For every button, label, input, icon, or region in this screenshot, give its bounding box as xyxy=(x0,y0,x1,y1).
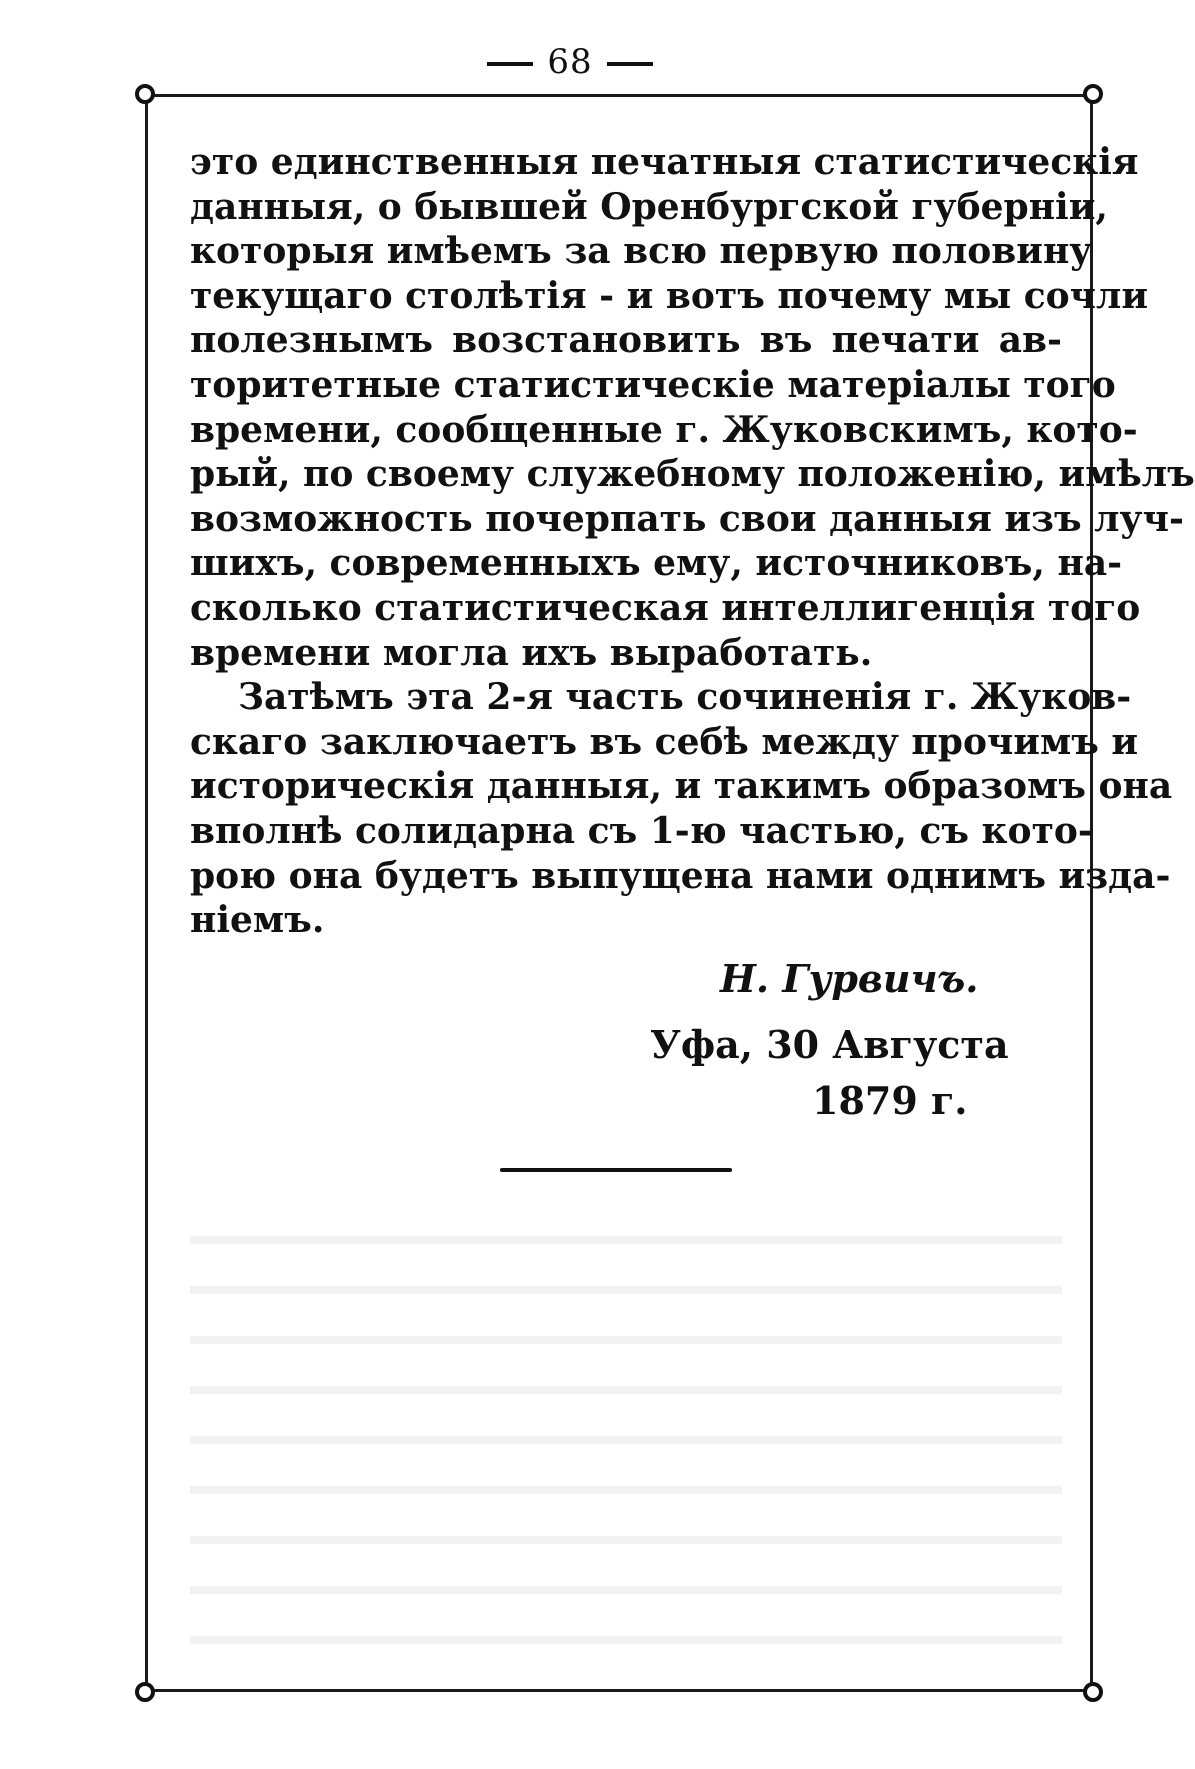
show-through-texture xyxy=(190,1210,1062,1650)
text-line: полезнымъ возстановить въ печати ав- xyxy=(190,319,1062,362)
frame-corner-ornament xyxy=(135,84,155,104)
text-line: скаго заключаетъ въ себѣ между прочимъ и xyxy=(190,720,1139,763)
author-signature: Н. Гурвичъ. xyxy=(720,956,979,1001)
frame-corner-ornament xyxy=(135,1682,155,1702)
text-line: вполнѣ солидарна съ 1-ю частью, съ кото- xyxy=(190,809,1093,852)
text-line: ніемъ. xyxy=(190,899,325,942)
text-line: шихъ, современныхъ ему, источниковъ, на- xyxy=(190,542,1123,585)
frame-corner-ornament xyxy=(1083,1682,1103,1702)
text-line: рый, по своему служебному положенію, имѣлъ xyxy=(190,453,1195,496)
text-line: возможность почерпать свои данныя изъ луч- xyxy=(190,497,1184,540)
frame-corner-ornament xyxy=(1083,84,1103,104)
text-line: сколько статистическая интеллигенція того xyxy=(190,586,1141,629)
body-text xyxy=(190,140,1195,943)
text-line: текущаго столѣтія - и вотъ почему мы сочли xyxy=(190,274,1149,317)
text-line: Затѣмъ эта 2-я часть сочиненія г. Жуков- xyxy=(238,676,1132,719)
text-line: историческія данныя, и такимъ образомъ она xyxy=(190,765,1173,808)
text-line: это единственныя печатныя статистическія xyxy=(190,141,1139,183)
text-line: рою она будетъ выпущена нами однимъ изда- xyxy=(190,854,1171,897)
text-line: данныя, о бывшей Оренбургской губерніи, xyxy=(190,185,1108,228)
page-number-text: 68 xyxy=(547,42,593,82)
place-date: Уфа, 30 Августа xyxy=(650,1022,1009,1067)
section-divider xyxy=(500,1168,732,1172)
page-number-dash-left xyxy=(487,62,533,66)
text-line: торитетные статистическіе матеріалы того xyxy=(190,363,1116,406)
text-line: времени, сообщенные г. Жуковскимъ, кото- xyxy=(190,408,1138,451)
text-line: которыя имѣемъ за всю первую половину xyxy=(190,230,1093,273)
page-number xyxy=(0,42,1140,82)
year: 1879 г. xyxy=(812,1078,968,1123)
page-number-dash-right xyxy=(607,62,653,66)
text-line: времени могла ихъ выработать. xyxy=(190,631,873,674)
